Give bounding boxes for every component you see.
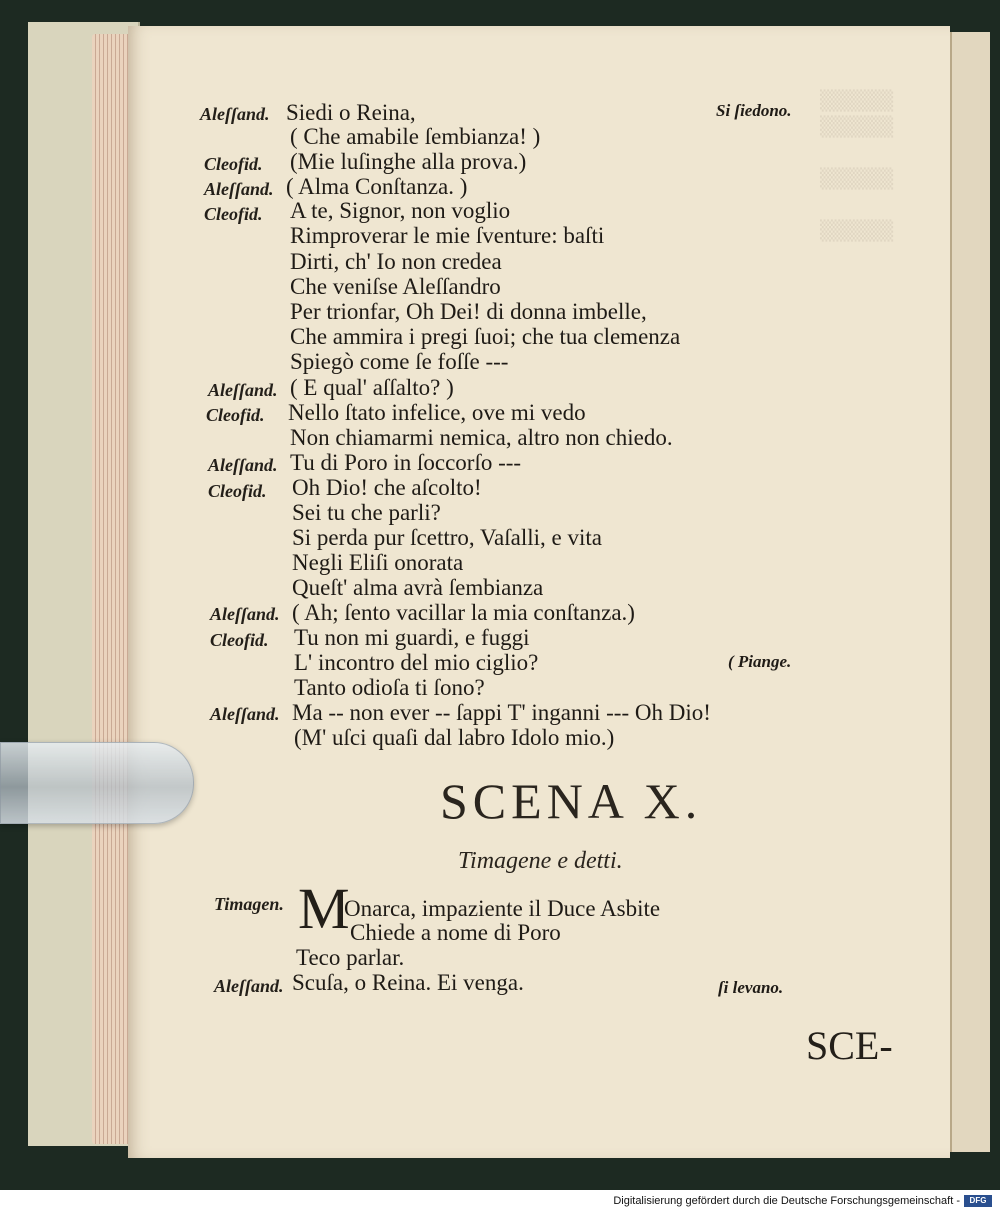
verse-line: L' incontro del mio ciglio? — [294, 650, 539, 675]
verse-line: Non chiamarmi nemica, altro non chiedo. — [290, 425, 673, 450]
stage-direction: ſi levano. — [718, 978, 784, 997]
verse-line: Ma -- non ever -- ſappi T' inganni --- Oh Dio! — [292, 700, 711, 725]
verse-line: Teco parlar. — [296, 945, 405, 970]
speaker-label: Aleſſand. — [200, 104, 270, 124]
stage-direction: ( Piange. — [728, 652, 792, 671]
verse-line: Spiegò come ſe foſſe --- — [290, 349, 509, 374]
verse-line: ( E qual' aſſalto? ) — [290, 375, 454, 400]
verse-line: Si perda pur ſcettro, Vaſalli, e vita — [292, 525, 602, 550]
stage-direction: Si ſiedono. — [716, 101, 792, 120]
verse-line: A te, Signor, non voglio — [290, 198, 511, 223]
verse-line: Rimproverar le mie ſventure: baſti — [290, 223, 605, 248]
scene-title: SCENA X. — [440, 773, 703, 829]
verse-line: Onarca, impaziente il Duce Asbite — [344, 896, 661, 921]
verse-line: Chiede a nome di Poro — [350, 920, 561, 945]
speaker-label: Aleſſand. — [208, 455, 278, 475]
verse-line: Tu di Poro in ſoccorſo --- — [290, 450, 522, 475]
speaker-label: Aleſſand. — [210, 604, 280, 624]
verse-line: Negli Eliſi onorata — [292, 550, 464, 575]
verse-line: Per trionfar, Oh Dei! di donna imbelle, — [290, 299, 647, 324]
verse-line: Che veniſse Aleſſandro — [290, 274, 501, 299]
verse-line: Dirti, ch' Io non credea — [290, 249, 502, 274]
verse-line: Tanto odioſa ti ſono? — [294, 675, 485, 700]
facing-page-edge — [950, 32, 990, 1152]
verse-line: Queſt' alma avrà ſembianza — [292, 575, 544, 600]
verse-line: ( Alma Conſtanza. ) — [286, 174, 468, 199]
verse-line: ( Che amabile ſembianza! ) — [290, 124, 541, 149]
verse-line: Scuſa, o Reina. Ei venga. — [292, 970, 524, 995]
speaker-label: Cleofid. — [204, 204, 263, 224]
page-edges — [92, 34, 130, 1144]
speaker-label: Cleofid. — [204, 154, 263, 174]
verse-line: Tu non mi guardi, e fuggi — [294, 625, 530, 650]
catchword: SCE- — [806, 1023, 893, 1068]
speaker-label: Aleſſand. — [204, 179, 274, 199]
speaker-label: Cleofid. — [208, 481, 267, 501]
show-through: ▒▒▒▒▒ ▒▒▒▒▒ ▒▒▒▒▒ ▒▒▒▒▒ — [820, 90, 894, 242]
scene-subtitle: Timagene e detti. — [458, 848, 623, 874]
verse-line: Siedi o Reina, — [286, 100, 416, 125]
footer-credit: Digitalisierung gefördert durch die Deutsche Forschungsgemeinschaft - — [613, 1195, 960, 1207]
verse-line: (Mie luſinghe alla prova.) — [290, 149, 527, 174]
speaker-label: Aleſſand. — [208, 380, 278, 400]
dfg-logo-icon: DFG — [964, 1195, 992, 1207]
speaker-label: Aleſſand. — [214, 976, 284, 996]
verse-line: Nello ſtato infelice, ove mi vedo — [288, 400, 586, 425]
verse-line: Che ammira i pregi ſuoi; che tua clemenza — [290, 324, 681, 349]
speaker-label: Cleofid. — [210, 630, 269, 650]
verse-line: Oh Dio! che aſcolto! — [292, 475, 482, 500]
drop-capital: M — [298, 876, 350, 941]
speaker-label: Timagen. — [214, 894, 284, 914]
verse-line: (M' uſci quaſi dal labro Idolo mio.) — [294, 725, 615, 750]
speaker-label: Aleſſand. — [210, 704, 280, 724]
verse-line: Sei tu che parli? — [292, 500, 441, 525]
verse-line: ( Ah; ſento vacillar la mia conſtanza.) — [292, 600, 635, 625]
page-clamp — [0, 742, 194, 824]
speaker-label: Cleofid. — [206, 405, 265, 425]
